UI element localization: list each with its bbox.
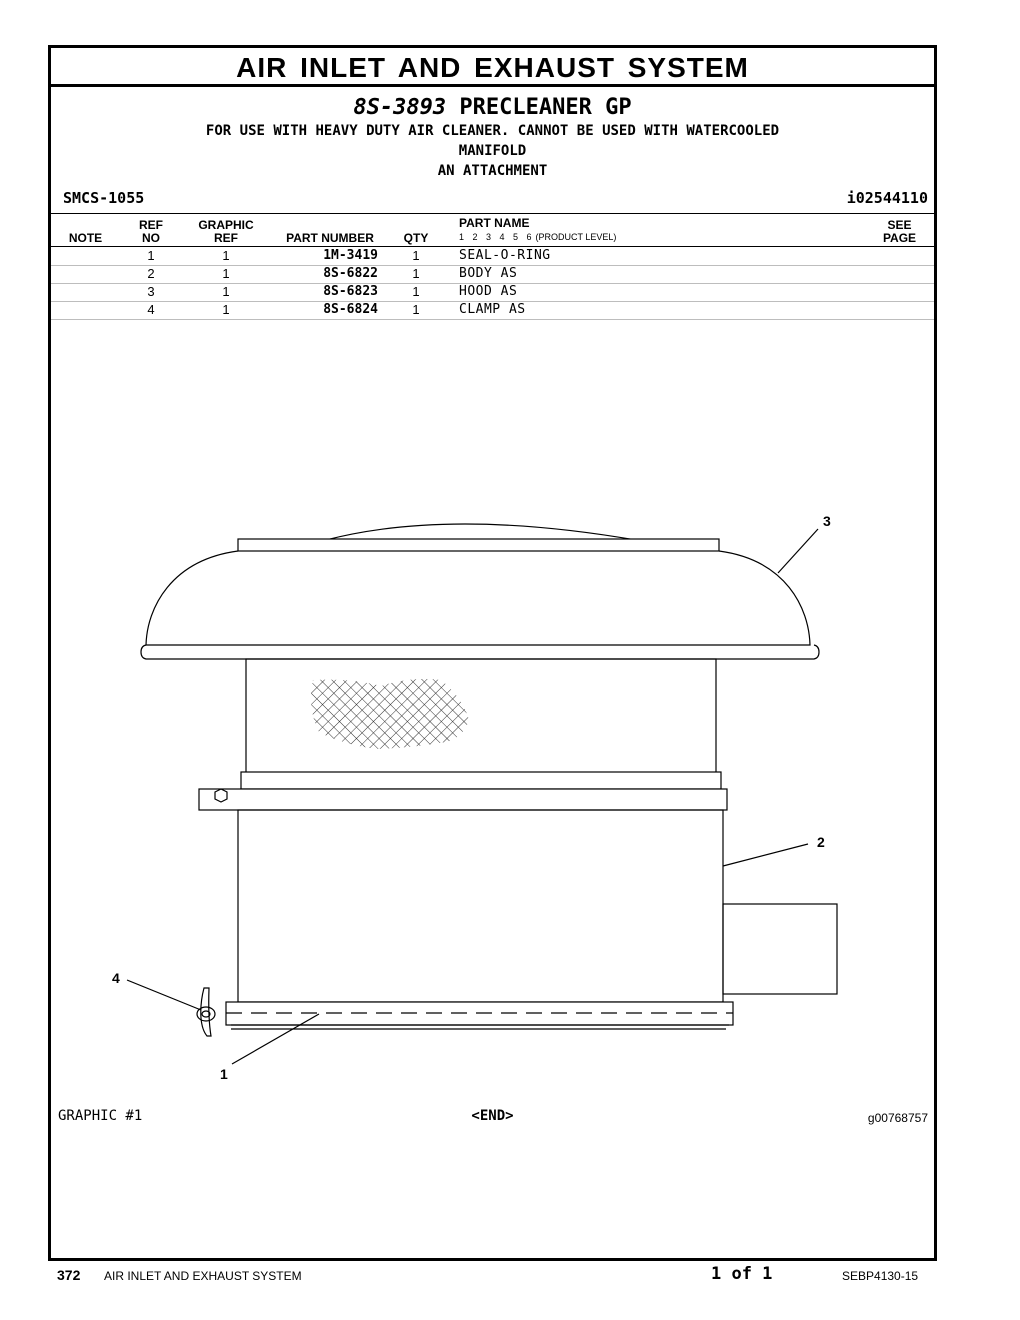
col-header-see-top: SEE (887, 218, 912, 232)
footer-page-number: 372 (57, 1267, 81, 1283)
section-title: AIR INLET AND EXHAUST SYSTEM (51, 48, 934, 87)
body-section (238, 810, 723, 1002)
col-header-qty: QTY (403, 231, 429, 245)
product-level-label: (PRODUCT LEVEL) (535, 232, 617, 242)
graphic-label: GRAPHIC #1 (58, 1108, 143, 1124)
graphic-ref: 1 (222, 302, 230, 317)
col-header-ref-top: REF (139, 218, 163, 232)
col-header-graphic-bottom: REF (214, 231, 238, 245)
quantity: 1 (412, 302, 420, 317)
ref-number: 2 (147, 266, 155, 281)
ref-number: 3 (147, 284, 155, 299)
description-line-1: FOR USE WITH HEAVY DUTY AIR CLEANER. CANNOT BE USED WITH WATERCOOLED (205, 123, 780, 139)
callout-4[interactable]: 4 (112, 970, 120, 986)
callout-2[interactable]: 2 (817, 834, 825, 850)
graphic-ref: 1 (222, 266, 230, 281)
footer-section-title: AIR INLET AND EXHAUST SYSTEM (104, 1269, 302, 1283)
leader-line-3 (778, 529, 818, 573)
product-level-numbers: 1 2 3 4 5 6 (459, 232, 532, 242)
graphic-ref: 1 (222, 248, 230, 263)
part-number-link[interactable]: 8S-6824 (323, 302, 378, 317)
hood-dome-outline (326, 524, 636, 540)
hood-outline (146, 551, 810, 645)
footer-page-count: 1 of 1 (711, 1264, 773, 1284)
col-header-part-name: PART NAME (459, 216, 530, 230)
part-number-link[interactable]: 8S-6823 (323, 284, 378, 299)
graphic-id: g00768757 (867, 1111, 928, 1125)
ref-number: 4 (147, 302, 155, 317)
col-header-ref-bottom: NO (142, 231, 160, 245)
quantity: 1 (412, 248, 420, 263)
screen-mesh (311, 679, 469, 749)
footer-document-number: SEBP4130-15 (842, 1269, 919, 1283)
upper-collar (241, 772, 721, 789)
end-marker: <END> (471, 1108, 514, 1124)
ref-number: 1 (147, 248, 155, 263)
part-name: HOOD AS (459, 284, 518, 299)
info-number: i02544110 (846, 189, 928, 207)
hood-rim (141, 645, 819, 659)
col-header-part-number: PART NUMBER (286, 231, 374, 245)
leader-line-4 (127, 980, 201, 1010)
description-line-3: AN ATTACHMENT (437, 163, 548, 179)
page-frame (48, 45, 937, 1261)
part-number-link[interactable]: 1M-3419 (323, 248, 378, 263)
group-number[interactable]: 8S-3893 (353, 95, 447, 120)
col-header-note: NOTE (68, 231, 103, 245)
leader-line-2 (723, 844, 808, 866)
mounting-band (199, 789, 727, 810)
part-name: BODY AS (459, 266, 518, 281)
graphic-ref: 1 (222, 284, 230, 299)
precleaner-illustration (51, 48, 934, 1258)
smcs-code: SMCS-1055 (63, 189, 145, 207)
part-name: SEAL-O-RING (459, 248, 551, 263)
callout-3[interactable]: 3 (823, 513, 831, 529)
col-header-graphic-top: GRAPHIC (198, 218, 254, 232)
group-name: PRECLEANER GP (459, 95, 632, 120)
quantity: 1 (412, 284, 420, 299)
part-name: CLAMP AS (459, 302, 526, 317)
quantity: 1 (412, 266, 420, 281)
callout-1[interactable]: 1 (220, 1066, 228, 1082)
outlet-box (723, 904, 837, 994)
hood-top-band (238, 539, 719, 551)
description-line-2: MANIFOLD (458, 143, 527, 159)
part-number-link[interactable]: 8S-6822 (323, 266, 378, 281)
col-header-see-bottom: PAGE (882, 231, 917, 245)
